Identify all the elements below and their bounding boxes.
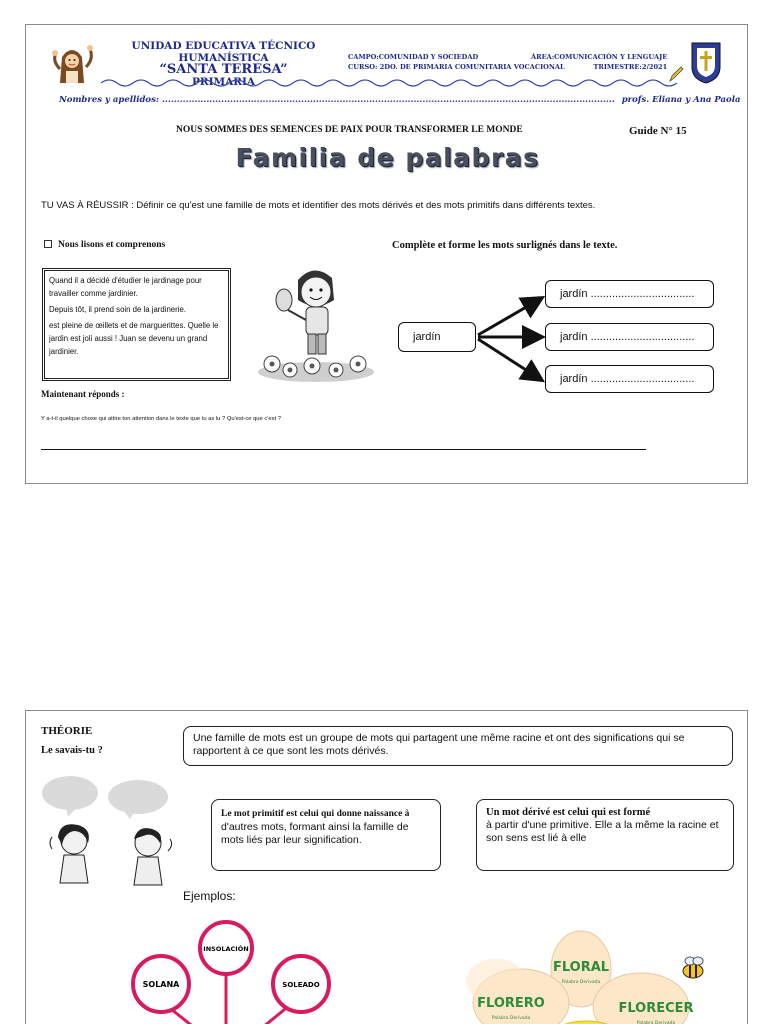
- question-text: Y a-t-il quelque chose qui attire ton attention dans le texte que tu as lu ? Qu'est-ce que c'est ?: [41, 416, 281, 422]
- bee-icon: [683, 957, 703, 978]
- page-title: Familia de palabras: [235, 143, 540, 172]
- guide-number: Guide N° 15: [629, 125, 687, 137]
- petal-caption: Palabra Derivada: [636, 1021, 676, 1024]
- names-label: Nombres y apellidos: .........................................................................................................................................................: [59, 95, 615, 105]
- decorative-border: [101, 77, 686, 89]
- school-name-line1: UNIDAD EDUCATIVA TÉCNICO HUMANÍSTICA: [131, 40, 316, 64]
- school-name-line3: PRIMARIA: [191, 76, 256, 88]
- answer-heading: Maintenant réponds :: [41, 389, 125, 399]
- examples-label: Ejemplos:: [183, 889, 236, 903]
- mindmap-sol: [106, 916, 346, 1024]
- area-trimestre: [531, 52, 667, 72]
- answer-line[interactable]: [41, 449, 646, 450]
- primitive-rest: d'autres mots, formant ainsi la famille de mots liés par leur signification.: [221, 821, 409, 846]
- primitive-lead: Le mot primitif est celui qui donne naissance à: [221, 809, 410, 819]
- section-read-label: Nous lisons et comprenons: [58, 240, 166, 250]
- primitive-word-box: [211, 799, 441, 871]
- school-crest-icon: [688, 39, 724, 85]
- flower-word-family: [446, 921, 716, 1024]
- derived-word-field[interactable]: jardín ..................................: [545, 280, 714, 308]
- checkbox-square: [44, 240, 52, 248]
- arrow-up: [478, 299, 540, 335]
- mindmap-top-word: INSOLACIÓN: [203, 945, 249, 953]
- petal-word: FLORERO: [477, 996, 545, 1011]
- teachers-label: profs. Eliana y Ana Paola: [621, 95, 741, 105]
- family-definition-box: Une famille de mots est un groupe de mots qui partagent une même racine et ont des significations qui se rapportent à ce que sont les mots dérivés.: [183, 726, 733, 766]
- area-label: ÁREA:COMUNICACIÓN Y LENGUAJE: [531, 53, 668, 61]
- petal-caption: Palabra Derivada: [561, 980, 601, 985]
- reading-paragraph: Quand il a décidé d'étudier le jardinage pour travailler comme jardinier.: [49, 276, 202, 298]
- names-line: [59, 95, 741, 105]
- trimestre-label: TRIMESTRE:2/2021: [593, 63, 668, 71]
- petal-word: FLORAL: [552, 960, 610, 975]
- curso-label: CURSO: 2DO. DE PRIMARIA COMUNITARIA VOCACIONAL: [348, 63, 565, 71]
- derived-word-field[interactable]: jardín ..................................: [545, 365, 714, 393]
- root-word-box: jardín: [398, 322, 476, 352]
- theory-subheading: Le savais-tu ?: [41, 745, 103, 756]
- children-talking-illustration: [38, 773, 188, 893]
- campo-label: CAMPO:COMUNIDAD Y SOCIEDAD: [348, 53, 479, 61]
- derived-word-field[interactable]: jardín ..................................: [545, 323, 714, 351]
- mindmap-right-word: SOLEADO: [282, 981, 320, 989]
- nun-mascot-icon: [46, 39, 98, 87]
- arrows: [476, 287, 548, 391]
- section-complete: Complète et forme les mots surlignés dans le texte.: [392, 240, 618, 251]
- petal-word: FLORECER: [618, 1001, 694, 1016]
- derived-word-box: [476, 799, 734, 871]
- section-read: [44, 240, 165, 250]
- objective-text: TU VAS À RÉUSSIR : Définir ce qu'est une famille de mots et identifier des mots dérivés et des mots primitifs dans différents textes.: [41, 200, 596, 211]
- motto: NOUS SOMMES DES SEMENCES DE PAIX POUR TRANSFORMER LE MONDE: [176, 125, 523, 135]
- reading-paragraph: est pleine de œillets et de marguerittes. Quelle le jardin est joli aussi ! Juan se devenu un grand jardinier.: [49, 321, 219, 356]
- mindmap-left-word: SOLANA: [142, 980, 180, 989]
- reading-box: [42, 268, 231, 381]
- theory-heading: THÉORIE: [41, 725, 93, 737]
- derived-rest: à partir d'une primitive. Elle a la même la racine et son sens est lié à elle: [486, 819, 719, 844]
- school-name-line2: “SANTA TERESA”: [159, 62, 288, 77]
- derived-lead: Un mot dérivé est celui qui est formé: [486, 807, 651, 818]
- worksheet-page-2: [25, 710, 748, 1024]
- worksheet-page-1: [25, 24, 748, 484]
- reading-paragraph: Depuis tôt, il prend soin de la jardinerie.: [49, 305, 186, 314]
- arrow-down: [478, 339, 540, 379]
- petal-caption: Palabra Derivada: [491, 1016, 531, 1021]
- boy-gardening-illustration: [254, 260, 379, 382]
